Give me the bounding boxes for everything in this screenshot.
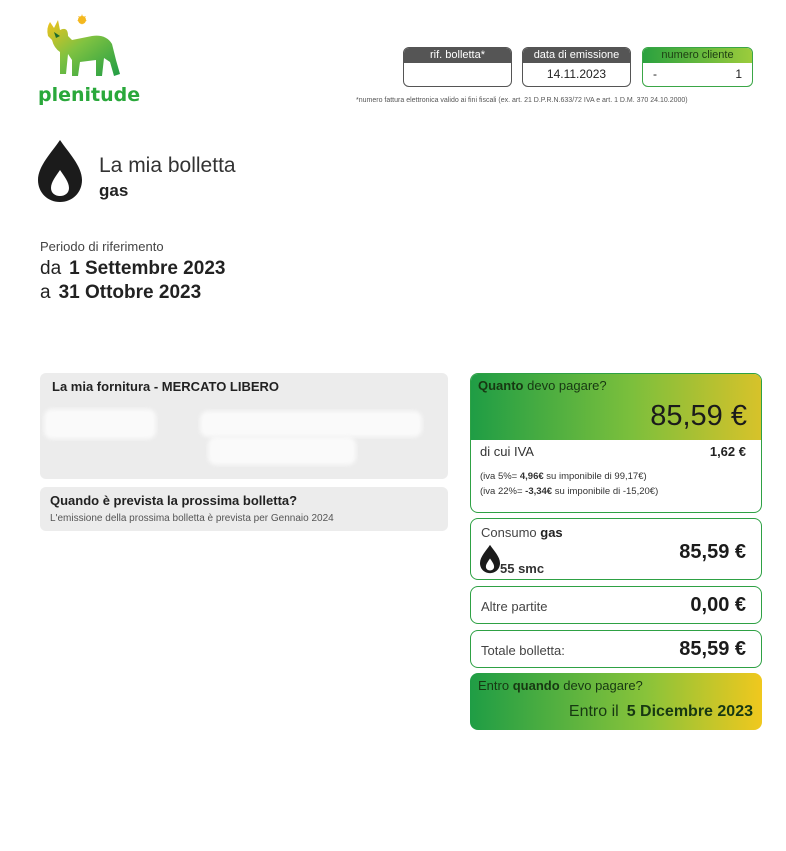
prossima-bolletta-text: L'emissione della prossima bolletta è prevista per Gennaio 2024 <box>50 513 334 524</box>
iva-value: 1,62 € <box>709 444 746 459</box>
consumo-smc: 55 smc <box>500 561 545 576</box>
due-date: 5 Dicembre 2023 <box>626 703 753 720</box>
rif-bolletta-value <box>404 63 511 85</box>
period-label: Periodo di riferimento <box>40 239 164 254</box>
data-emissione-value: 14.11.2023 <box>546 67 607 81</box>
numero-cliente-box <box>642 47 753 87</box>
altre-partite-value: 0,00 € <box>690 594 746 616</box>
totale-bolletta-box <box>470 630 762 668</box>
numero-cliente-left: - <box>653 67 657 81</box>
consumo-label-text: Consumo <box>481 525 537 540</box>
page-subtitle: gas <box>99 181 129 200</box>
altre-partite-label: Altre partite <box>481 599 548 614</box>
iva-5-suffix: su imponibile di 99,17€) <box>546 471 647 482</box>
due-date-label-bold: quando <box>512 678 560 693</box>
consumo-label <box>481 525 563 540</box>
due-date-label-pre: Entro <box>478 678 510 693</box>
period-to-date: 31 Ottobre 2023 <box>58 282 202 303</box>
redacted-block <box>208 437 356 465</box>
due-date-prefix: Entro il <box>568 703 619 720</box>
amount-due-panel <box>470 373 762 513</box>
iva-5-prefix: (iva 5%= <box>480 471 518 482</box>
redacted-block <box>200 411 422 437</box>
redacted-block <box>44 409 156 439</box>
amount-due-label <box>478 378 607 393</box>
rif-bolletta-label: rif. bolletta* <box>404 48 511 63</box>
data-emissione-label: data di emissione <box>523 48 630 63</box>
numero-cliente-label: numero cliente <box>643 48 752 63</box>
period-from <box>40 258 225 280</box>
iva-5-detail <box>480 471 647 482</box>
period-from-prefix: da <box>40 258 62 279</box>
iva-22-detail <box>480 486 658 497</box>
consumo-gas-box <box>470 518 762 580</box>
gas-flame-icon <box>38 140 82 202</box>
iva-label: di cui IVA <box>480 444 534 459</box>
page-title: La mia bolletta <box>99 154 236 177</box>
plenitude-logo <box>38 14 141 106</box>
numero-cliente-right: 1 <box>735 67 742 81</box>
header-footnote: *numero fattura elettronica valido ai fini fiscali (ex. art. 21 D.P.R.N.633/72 IVA e art. 1 D.M. 370 24.10.2000) <box>356 97 688 104</box>
dog-logo-icon <box>46 14 126 84</box>
prossima-bolletta-title: Quando è prevista la prossima bolletta? <box>50 493 298 508</box>
fornitura-panel <box>40 373 448 479</box>
iva-22-prefix: (iva 22%= <box>480 486 523 497</box>
brand-name: plenitude <box>38 84 141 106</box>
due-date-value <box>569 703 753 721</box>
totale-bolletta-value: 85,59 € <box>679 638 746 660</box>
due-date-label-post: devo pagare? <box>563 678 643 693</box>
amount-due-label-rest: devo pagare? <box>527 378 607 393</box>
numero-cliente-value <box>643 63 752 85</box>
period-from-date: 1 Settembre 2023 <box>69 258 226 279</box>
amount-due-value: 85,59 € <box>650 400 747 432</box>
fornitura-title: La mia fornitura - MERCATO LIBERO <box>52 379 280 394</box>
altre-partite-box <box>470 586 762 624</box>
gas-flame-small-icon <box>480 544 500 574</box>
consumo-value: 85,59 € <box>679 541 746 563</box>
amount-due-label-bold: Quanto <box>478 378 524 393</box>
consumo-label-bold: gas <box>540 525 563 540</box>
period-to-prefix: a <box>40 282 51 303</box>
due-date-panel <box>470 673 762 730</box>
totale-bolletta-label: Totale bolletta: <box>481 643 565 658</box>
iva-22-value: -3,34€ <box>525 486 553 497</box>
iva-5-value: 4,96€ <box>519 471 544 482</box>
due-date-label <box>478 678 643 693</box>
rif-bolletta-box <box>403 47 512 87</box>
iva-22-suffix: su imponibile di -15,20€) <box>554 486 659 497</box>
period-to <box>40 282 201 304</box>
data-emissione-box <box>522 47 631 87</box>
amount-due-header <box>471 374 761 440</box>
prossima-bolletta-panel <box>40 487 448 531</box>
